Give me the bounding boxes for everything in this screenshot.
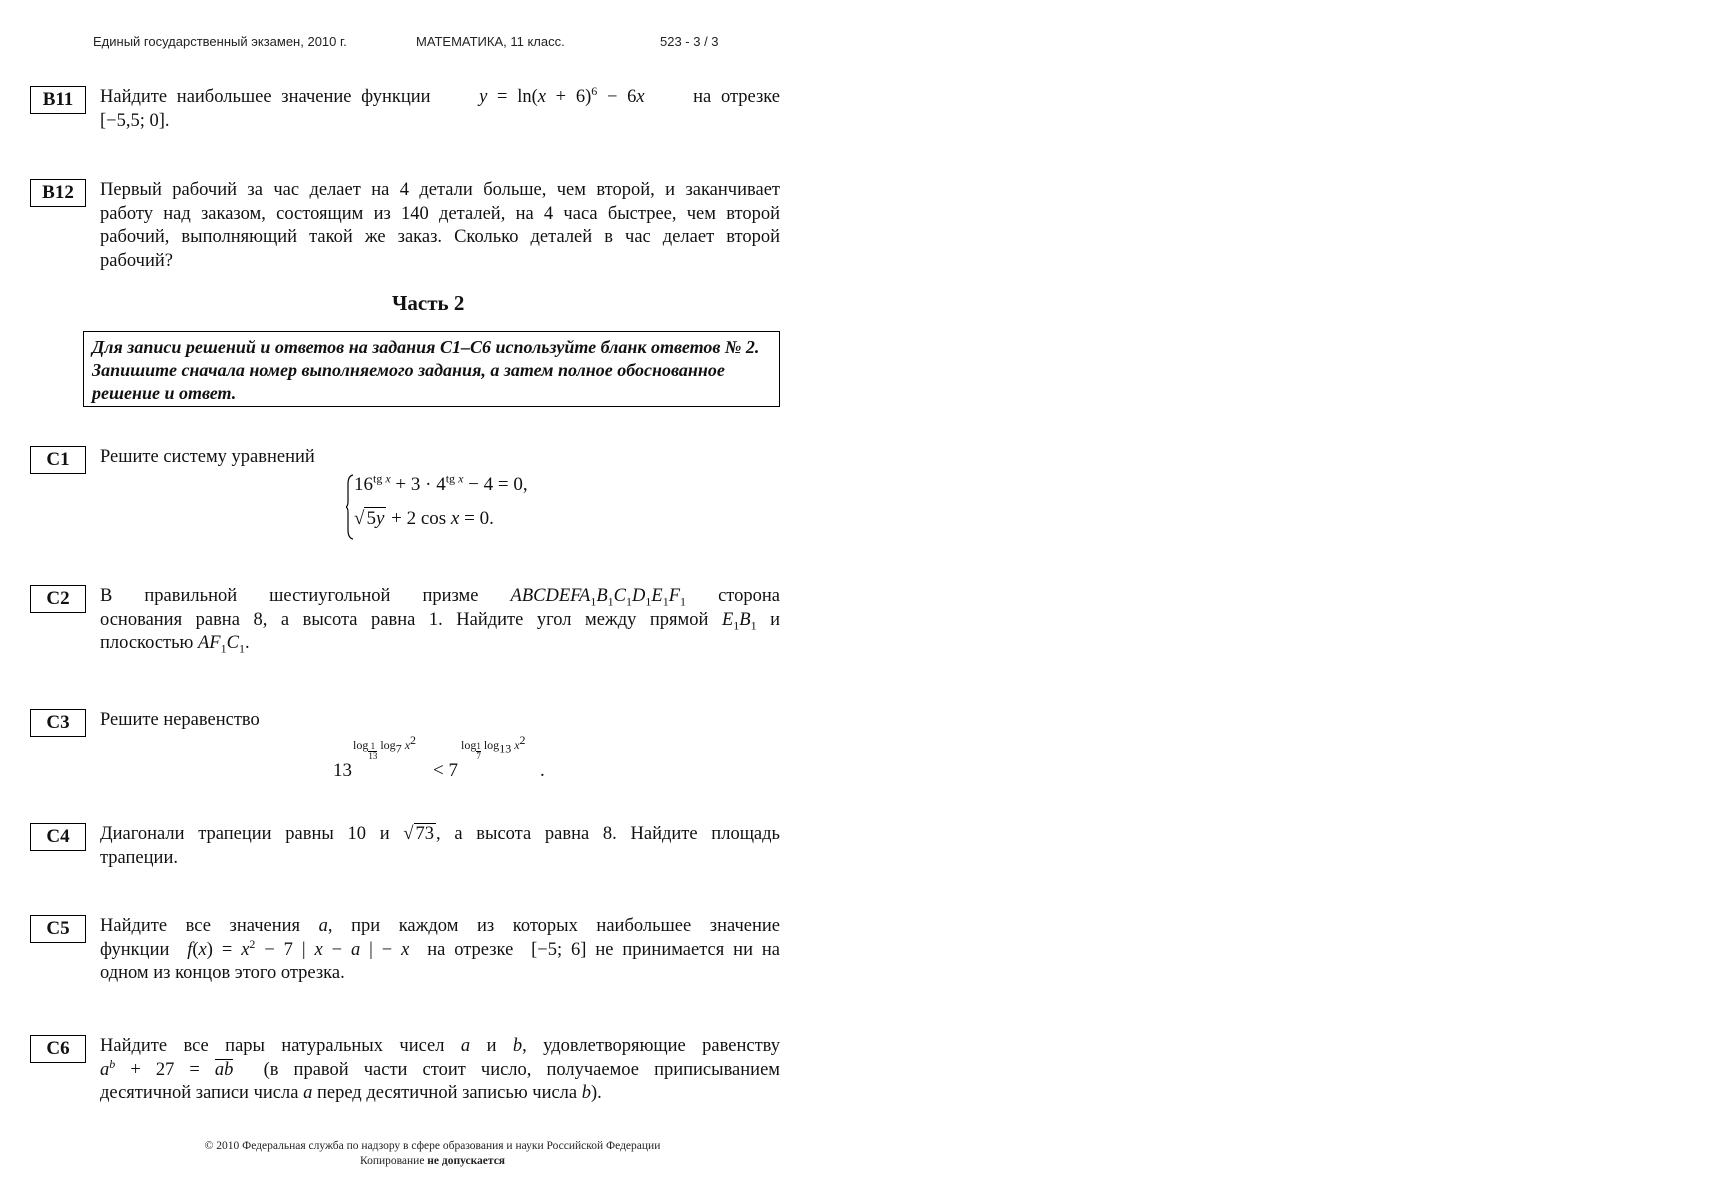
task-text-b12: Первый рабочий за час делает на 4 детали больше, чем второй, и заканчивает работу над заказом, состоящим из 140 деталей, на 4 часа быстрее, чем второй рабочий, выполняющий такой же заказ. Сколько деталей в час делает второй рабочий? [100,180,780,271]
system-brace [346,474,354,540]
task-code-c2: C2 [30,585,86,613]
task-code-c3: C3 [30,709,86,737]
task-text-c1: Решите систему уравнений [100,447,315,467]
task-text-b11: Найдите наибольшее значение функции $y = \ln(x + 6)^6 - 6x$ на отрезке [−5,5; 0]. [100,83,781,131]
exam-title: Единый государственный экзамен, 2010 г. [93,34,347,49]
task-text-c2: В правильной шестиугольной призме $ABCDEFA_1B_1C_1D_1E_1F_1$ сторона основания равна 8, а высота равна 1. Найдите угол между прямой $E_1B_1$ и плоскостью $AF_1C_1$. [100,586,780,656]
task-code-c5: C5 [30,915,86,943]
subject-title: МАТЕМАТИКА, 11 класс. [416,34,565,49]
part-title: Часть 2 [392,291,465,315]
task-text-c6: Найдите все пары натуральных чисел a и b, удовлетворяющие равенству $a^b + 27$ = ab (в правой части стоит число, получаемое приписыванием десятичной записи числа a перед десятичной записью числа b). [100,1036,781,1103]
page-number: 523 - 3 / 3 [660,34,719,49]
inequality: 13 log 1 13 $\log_7 x^2$ < 7 log 1 7 $\log_{13} x^2$ . [333,733,545,781]
copyright: © 2010 Федеральная служба по надзору в сфере образования и науки Российской Федерации [204,1140,661,1152]
task-text-c3: Решите неравенство [100,710,260,730]
task-code-b11: B11 [30,86,86,114]
task-code-c1: C1 [30,446,86,474]
task-text-c5: Найдите все значения a, при каждом из которых наибольшее значение функции $f(x) = x^2 - 7$ | x − a | − x на отрезке [−5; 6] не принимается ни на одном из концов этого отрезка. [100,916,781,983]
task-code-c4: C4 [30,823,86,851]
task-code-c6: C6 [30,1035,86,1063]
instructions-box: Для записи решений и ответов на задания С1–С6 используйте бланк ответов № 2. Запишите сначала номер выполняемого задания, а затем полное обоснованное решение и ответ. [83,331,780,407]
copy-notice: Копирование не допускается [359,1155,506,1167]
task-code-b12: B12 [30,179,86,207]
task-text-c4: Диагонали трапеции равны 10 и √ 73 , а высота равна 8. Найдите площадь трапеции. [100,824,780,868]
